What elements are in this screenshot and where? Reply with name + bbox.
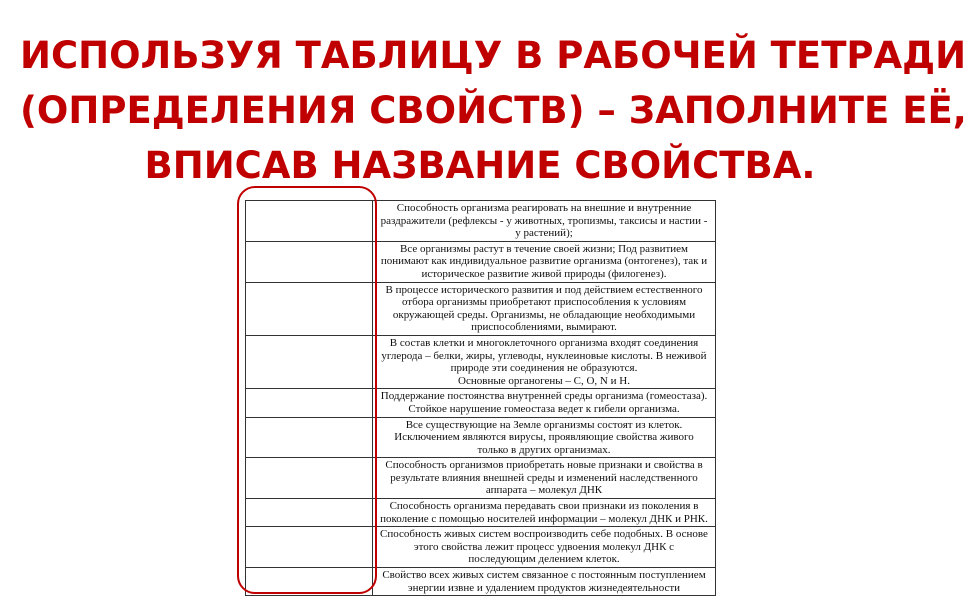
description-line: В процессе исторического развития и под действием естественного: [385, 283, 703, 296]
property-description-cell: [373, 527, 716, 568]
property-name-cell[interactable]: [246, 458, 373, 499]
property-description-cell: [373, 417, 716, 458]
table-row: [246, 499, 716, 527]
property-description-cell: [373, 282, 716, 335]
description-line: углерода – белки, жиры, углеводы, нуклеиновые кислоты. В неживой: [381, 349, 707, 362]
description-line: Способность организма реагировать на внешние и внутренние: [396, 202, 692, 214]
properties-table-body: [246, 201, 716, 596]
description-line: Способность организмов приобретать новые признаки и свойства в: [385, 459, 703, 472]
property-name-cell[interactable]: [246, 389, 373, 417]
property-description-cell: [373, 499, 716, 527]
table-row: [246, 458, 716, 499]
description-line: приспособлениями, вымирают.: [471, 321, 617, 334]
table-row: [246, 527, 716, 568]
title-line: ИСПОЛЬЗУЯ ТАБЛИЦУ В РАБОЧЕЙ ТЕТРАДИ: [20, 34, 967, 77]
table-row: [246, 201, 716, 242]
description-line: результате влияния внешней среды и изменений наследственного: [390, 471, 698, 484]
description-line: природе эти соединения не образуются.: [450, 362, 638, 375]
description-line: Способность организма передавать свои признаки из поколения в: [389, 500, 699, 513]
description-line: Исключением являются вирусы, проявляющие свойства живого: [394, 431, 694, 444]
description-line: Все существующие на Земле организмы состоят из клеток.: [405, 418, 683, 431]
description-line: последующим делением клеток.: [468, 553, 620, 566]
description-line: раздражители (рефлексы - у животных, тропизмы, таксисы и настии -: [380, 214, 708, 227]
property-name-cell[interactable]: [246, 335, 373, 388]
property-description-cell: [373, 568, 716, 596]
property-name-cell[interactable]: [246, 499, 373, 527]
description-line: Свойство всех живых систем связанное с постоянным поступлением: [382, 569, 706, 582]
description-line: Основные органогены – С, О, N и Н.: [458, 374, 630, 387]
property-description-cell: [373, 389, 716, 417]
worksheet-table-crop: [245, 200, 713, 594]
property-name-cell[interactable]: [246, 201, 373, 242]
table-row: [246, 282, 716, 335]
property-name-cell[interactable]: [246, 282, 373, 335]
description-line: отбора организмы приобретают приспособления к условиям: [401, 296, 687, 309]
property-name-cell[interactable]: [246, 417, 373, 458]
description-line: окружающей среды. Организмы, не обладающие необходимыми: [392, 308, 696, 321]
property-description-cell: [373, 241, 716, 282]
title-line: ВПИСАВ НАЗВАНИЕ СВОЙСТВА.: [144, 144, 816, 187]
description-line: у растений);: [515, 227, 573, 240]
description-line: этого свойства лежит процесс удвоения молекул ДНК с: [413, 540, 675, 553]
description-line: Способность живых систем воспроизводить себе подобных. В основе: [380, 528, 708, 541]
description-line: В состав клетки и многоклеточного организма входят соединения: [389, 336, 699, 349]
description-line: Стойкое нарушение гомеостаза ведет к гибели организма.: [408, 402, 680, 415]
description-line: энергии извне и удалением продуктов жизнедеятельности: [407, 581, 681, 594]
description-line: только в других организмах.: [477, 443, 611, 456]
table-row: [246, 568, 716, 596]
property-name-cell[interactable]: [246, 568, 373, 596]
description-line: поколение с помощью носителей информации – молекул ДНК и РНК.: [380, 512, 708, 525]
table-row: [246, 335, 716, 388]
property-name-cell[interactable]: [246, 241, 373, 282]
property-description-cell: [373, 335, 716, 388]
table-row: [246, 241, 716, 282]
description-line: Все организмы растут в течение своей жизни; Под развитием: [400, 242, 688, 255]
property-description-cell: [373, 201, 716, 242]
description-line: понимают как индивидуальное развитие организма (онтогенез), так и: [380, 255, 708, 268]
slide-title: [20, 28, 967, 193]
title-line: (ОПРЕДЕЛЕНИЯ СВОЙСТВ) – ЗАПОЛНИТЕ ЕЁ,: [20, 89, 967, 132]
table-row: [246, 389, 716, 417]
table-row: [246, 417, 716, 458]
property-name-cell[interactable]: [246, 527, 373, 568]
properties-table: [245, 200, 716, 596]
description-line: историческое развитие живой природы (филогенез).: [421, 267, 667, 280]
property-description-cell: [373, 458, 716, 499]
description-line: аппарата – молекул ДНК: [485, 484, 603, 497]
description-line: Поддержание постоянства внутренней среды организма (гомеостаза).: [380, 390, 708, 403]
